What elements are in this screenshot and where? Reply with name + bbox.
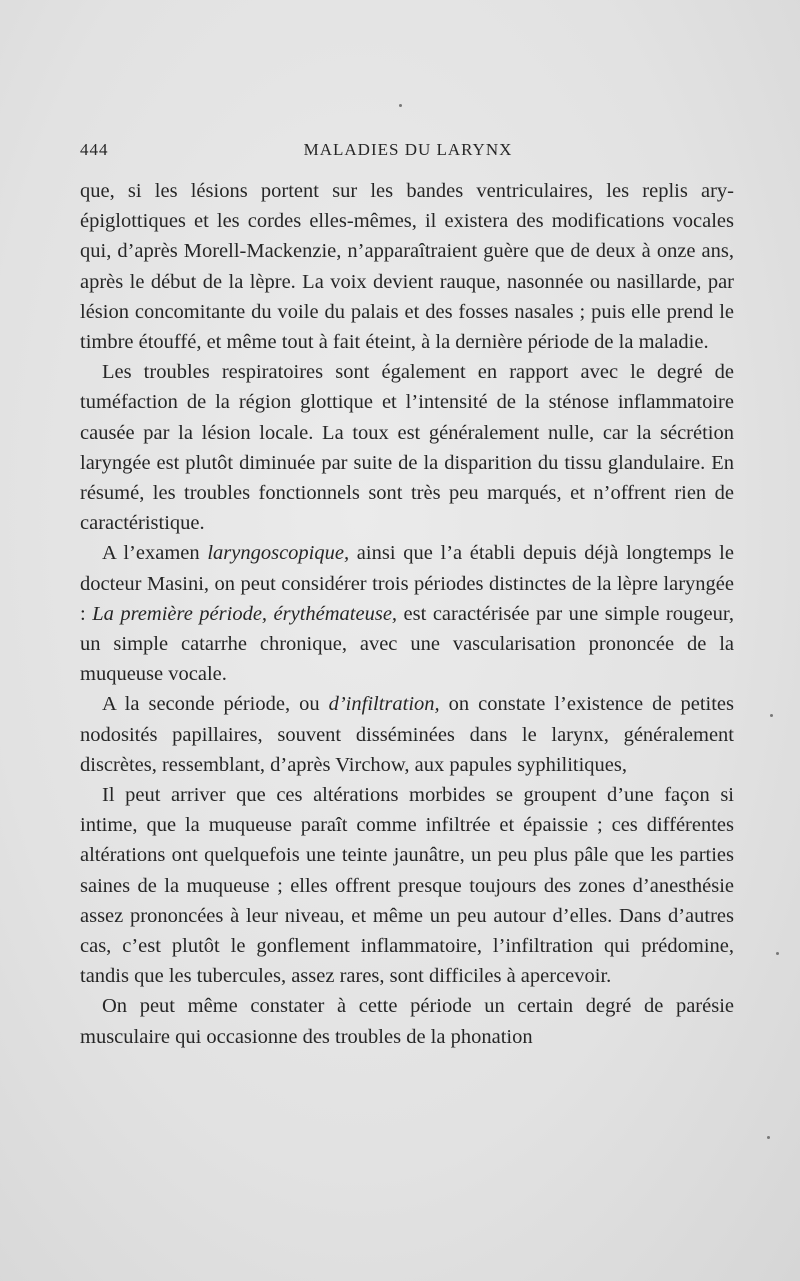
- paragraph: [80, 357, 734, 538]
- paragraph-text: on constate l’existence de petites nodosités papillaires, souvent disséminées dans le larynx, généralement discrètes, ressemblant, d’après Virchow, aux papules syphilitiques,: [80, 693, 734, 776]
- print-speck: [776, 952, 779, 955]
- paragraph: [80, 689, 734, 780]
- paragraph: [80, 538, 734, 689]
- print-speck: [770, 714, 773, 717]
- paragraph-text: que, si les lésions portent sur les bandes ventriculaires, les replis ary-épiglottiques et les cordes elles-mêmes, il existera des modifications vocales qui, d’après Morell-Mackenzie, n’apparaîtraient guère que de deux à onze ans, après le début de la lèpre. La voix devient rauque, nasonnée ou nasillarde, par lésion concomitante du voile du palais et des fosses nasales ; puis elle prend le timbre étouffé, et même tout à fait éteint, à la dernière période de la maladie.: [80, 180, 734, 354]
- body-text: [80, 176, 734, 1052]
- paragraph-text: Il peut arriver que ces altérations morbides se groupent d’une façon si intime, que la muqueuse paraît comme infiltrée et épaissie ; ces différentes altérations ont quelquefois une teinte jaunâtre, un peu plus pâle que les parties saines de la muqueuse ; elles offrent presque toujours des zones d’anesthésie assez prononcées à leur niveau, et même un peu autour d’elles. Dans d’autres cas, c’est plutôt le gonflement inflammatoire, l’infiltration qui prédomine, tandis que les tubercules, assez rares, sont difficiles à apercevoir.: [80, 784, 734, 988]
- paragraph-text: est caractérisée par une simple rougeur, un simple catarrhe chronique, avec une vascularisation prononcée de la muqueuse vocale.: [80, 602, 734, 686]
- paragraph: [80, 991, 734, 1051]
- page-number: 444: [80, 140, 109, 159]
- print-speck: [399, 104, 402, 107]
- italic-text: laryngoscopique,: [207, 542, 350, 565]
- paragraph-text: On peut même constater à cette période un certain degré de parésie musculaire qui occasionne des troubles de la phonation: [80, 995, 734, 1048]
- italic-text: La première période, érythémateuse,: [92, 602, 398, 625]
- page-header: [80, 140, 736, 164]
- running-title: MALADIES DU LARYNX: [303, 140, 513, 159]
- paragraph-text: A la seconde période, ou: [102, 693, 329, 716]
- paragraph-text: A l’examen: [102, 542, 208, 565]
- paragraph-text: Les troubles respiratoires sont également en rapport avec le degré de tuméfaction de la région glottique et l’intensité de la sténose inflammatoire causée par la lésion locale. La toux est généralement nulle, car la sécrétion laryngée est plutôt diminuée par suite de la disparition du tissu glandulaire. En résumé, les troubles fonctionnels sont très peu marqués, et n’offrent rien de caractéristique.: [80, 361, 734, 535]
- paragraph: [80, 176, 734, 357]
- paragraph: [80, 780, 734, 991]
- print-speck: [767, 1136, 770, 1139]
- italic-text: d’infiltration,: [328, 693, 440, 716]
- paragraph-text: ainsi que l’a établi depuis déjà longtemps le docteur Masini, on peut considérer trois périodes distinctes de la lèpre laryngée :: [80, 542, 734, 625]
